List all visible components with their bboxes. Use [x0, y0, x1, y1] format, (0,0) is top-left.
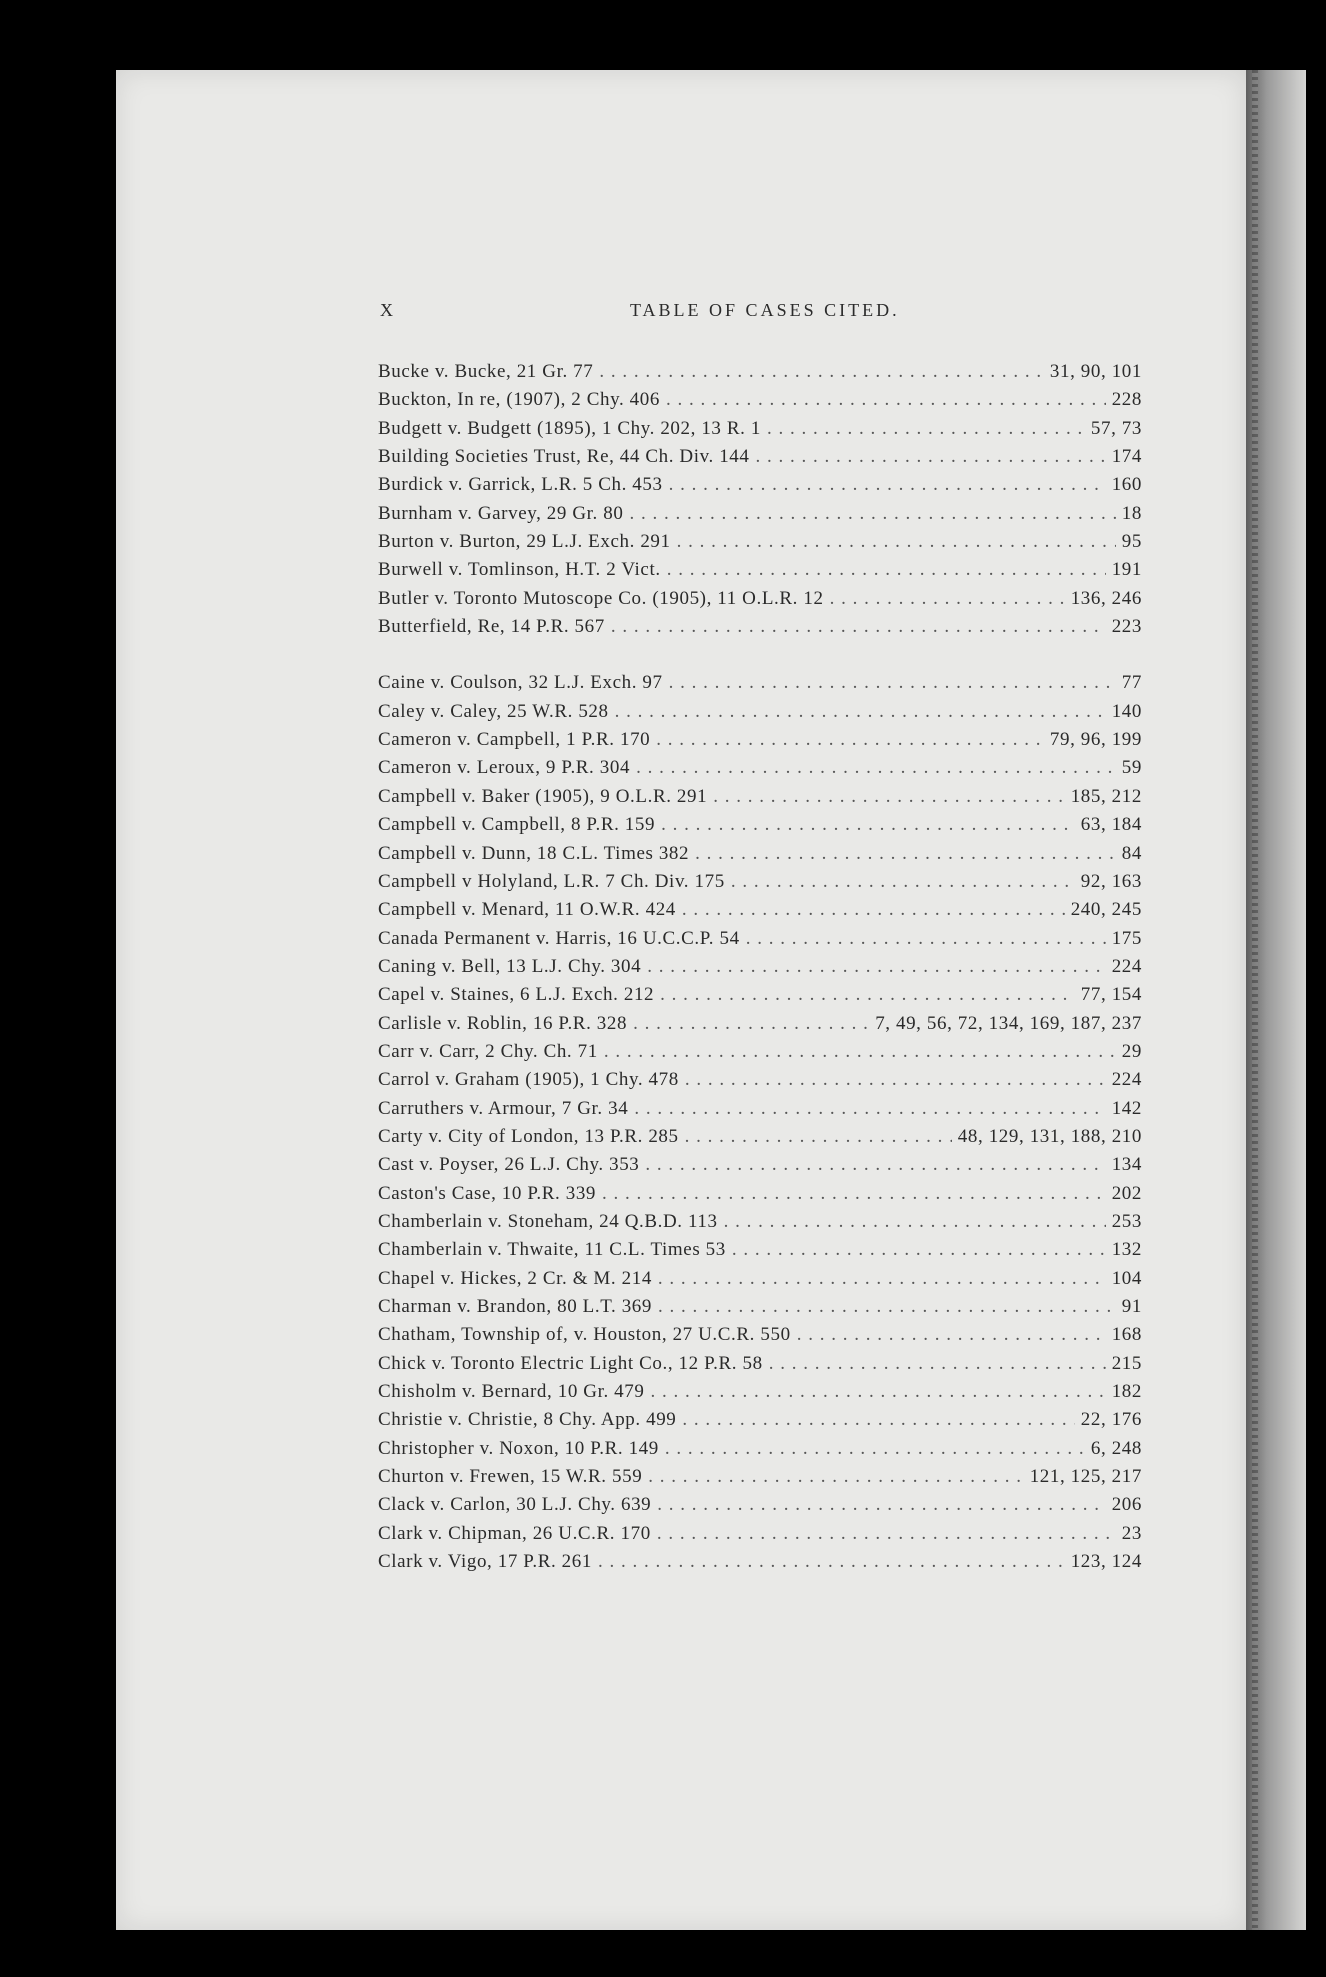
- case-entry: [378, 1435, 1142, 1463]
- dot-leader: [669, 669, 1116, 697]
- case-entry: [378, 358, 1142, 386]
- case-citation: Canada Permanent v. Harris, 16 U.C.C.P. 54: [378, 927, 740, 949]
- page-references: 168: [1111, 1324, 1142, 1346]
- page-references: 23: [1121, 1522, 1142, 1544]
- cases-table: [378, 358, 1142, 1576]
- dot-leader: [695, 840, 1116, 868]
- page-references: 142: [1111, 1097, 1142, 1119]
- page-references: 63, 184: [1080, 814, 1142, 836]
- page-references: 215: [1111, 1352, 1142, 1374]
- page-references: 132: [1111, 1239, 1142, 1261]
- case-entry: [378, 1548, 1142, 1576]
- case-citation: Burdick v. Garrick, L.R. 5 Ch. 453: [378, 474, 663, 496]
- case-entry: [378, 1350, 1142, 1378]
- page-title: TABLE OF CASES CITED.: [630, 300, 900, 320]
- case-entry: [378, 669, 1142, 697]
- page-references: 95: [1121, 531, 1142, 553]
- case-citation: Cameron v. Leroux, 9 P.R. 304: [378, 757, 631, 779]
- page-references: 191: [1111, 559, 1142, 581]
- page-references: 6, 248: [1090, 1437, 1142, 1459]
- case-citation: Caine v. Coulson, 32 L.J. Exch. 97: [378, 672, 663, 694]
- case-citation: Clark v. Chipman, 26 U.C.R. 170: [378, 1522, 651, 1544]
- dot-leader: [634, 1095, 1105, 1123]
- case-citation: Butterfield, Re, 14 P.R. 567: [378, 616, 605, 638]
- page-references: 228: [1111, 389, 1142, 411]
- case-citation: Cast v. Poyser, 26 L.J. Chy. 353: [378, 1154, 640, 1176]
- page-references: 174: [1111, 446, 1142, 468]
- running-head: [380, 300, 1140, 322]
- case-entry: [378, 1236, 1142, 1264]
- dot-leader: [677, 528, 1116, 556]
- case-entry: [378, 811, 1142, 839]
- case-entry: [378, 386, 1142, 414]
- case-entry: [378, 1520, 1142, 1548]
- dot-leader: [756, 443, 1106, 471]
- case-citation: Chick v. Toronto Electric Light Co., 12 P.R. 58: [378, 1352, 763, 1374]
- page-references: 57, 73: [1090, 417, 1142, 439]
- dot-leader: [647, 953, 1105, 981]
- case-citation: Capel v. Staines, 6 L.J. Exch. 212: [378, 984, 655, 1006]
- dot-leader: [658, 1265, 1106, 1293]
- page-references: 253: [1111, 1210, 1142, 1232]
- case-entry: [378, 840, 1142, 868]
- case-citation: Buckton, In re, (1907), 2 Chy. 406: [378, 389, 660, 411]
- case-group: [378, 358, 1142, 641]
- dot-leader: [724, 1208, 1106, 1236]
- dot-leader: [648, 1463, 1023, 1491]
- case-entry: [378, 471, 1142, 499]
- dot-leader: [669, 471, 1106, 499]
- case-citation: Burton v. Burton, 29 L.J. Exch. 291: [378, 531, 671, 553]
- case-citation: Burwell v. Tomlinson, H.T. 2 Vict.: [378, 559, 661, 581]
- case-entry: [378, 1378, 1142, 1406]
- case-entry: [378, 415, 1142, 443]
- case-citation: Campbell v. Baker (1905), 9 O.L.R. 291: [378, 785, 708, 807]
- page-references: 91: [1121, 1296, 1142, 1317]
- page-references: 121, 125, 217: [1029, 1466, 1142, 1488]
- case-entry: [378, 1095, 1142, 1123]
- dot-leader: [797, 1321, 1106, 1349]
- page-references: 79, 96, 199: [1049, 729, 1142, 751]
- page-references: 175: [1111, 927, 1142, 949]
- dot-leader: [658, 1293, 1116, 1321]
- case-entry: [378, 783, 1142, 811]
- case-entry: [378, 1208, 1142, 1236]
- case-citation: Butler v. Toronto Mutoscope Co. (1905), 11 O.L.R. 12: [378, 587, 824, 609]
- case-entry: [378, 1491, 1142, 1519]
- dot-leader: [650, 1378, 1105, 1406]
- case-citation: Charman v. Brandon, 80 L.T. 369: [378, 1296, 652, 1317]
- dot-leader: [731, 868, 1075, 896]
- page-references: 29: [1121, 1040, 1142, 1062]
- case-entry: [378, 1038, 1142, 1066]
- page-references: 206: [1111, 1494, 1142, 1516]
- page-references: 134: [1111, 1154, 1142, 1176]
- dot-leader: [629, 500, 1115, 528]
- case-entry: [378, 1066, 1142, 1094]
- page-references: 224: [1111, 955, 1142, 977]
- case-entry: [378, 726, 1142, 754]
- case-entry: [378, 1406, 1142, 1434]
- page-references: 160: [1111, 474, 1142, 496]
- page-references: 140: [1111, 700, 1142, 722]
- dot-leader: [746, 925, 1106, 953]
- case-citation: Building Societies Trust, Re, 44 Ch. Div. 144: [378, 446, 750, 468]
- case-citation: Churton v. Frewen, 15 W.R. 559: [378, 1466, 643, 1488]
- dot-leader: [713, 783, 1064, 811]
- case-entry: [378, 528, 1142, 556]
- case-citation: Caston's Case, 10 P.R. 339: [378, 1182, 597, 1204]
- case-entry: [378, 1463, 1142, 1491]
- dot-leader: [636, 754, 1116, 782]
- case-citation: Campbell v. Dunn, 18 C.L. Times 382: [378, 842, 690, 864]
- dot-leader: [656, 726, 1044, 754]
- page-references: 84: [1121, 842, 1142, 864]
- case-citation: Carr v. Carr, 2 Chy. Ch. 71: [378, 1040, 598, 1062]
- case-entry: [378, 1180, 1142, 1208]
- dot-leader: [657, 1520, 1116, 1548]
- dot-leader: [732, 1236, 1106, 1264]
- case-group: [378, 669, 1142, 1576]
- case-citation: Cameron v. Campbell, 1 P.R. 170: [378, 729, 651, 751]
- page-references: 77: [1121, 672, 1142, 694]
- case-citation: Carty v. City of London, 13 P.R. 285: [378, 1125, 679, 1147]
- case-entry: [378, 1010, 1142, 1038]
- case-citation: Chapel v. Hickes, 2 Cr. & M. 214: [378, 1267, 652, 1289]
- case-citation: Chatham, Township of, v. Houston, 27 U.C.R. 550: [378, 1324, 791, 1346]
- case-citation: Budgett v. Budgett (1895), 1 Chy. 202, 13 R. 1: [378, 417, 761, 439]
- page-references: 185, 212: [1070, 785, 1142, 807]
- case-entry: [378, 754, 1142, 782]
- case-entry: [378, 896, 1142, 924]
- page-references: 77, 154: [1080, 984, 1142, 1006]
- case-citation: Christopher v. Noxon, 10 P.R. 149: [378, 1437, 659, 1459]
- case-citation: Burnham v. Garvey, 29 Gr. 80: [378, 502, 624, 524]
- page-folio: X: [380, 300, 395, 320]
- page-references: 182: [1111, 1381, 1142, 1403]
- dot-leader: [666, 386, 1106, 414]
- case-citation: Christie v. Christie, 8 Chy. App. 499: [378, 1409, 677, 1431]
- case-citation: Campbell v. Campbell, 8 P.R. 159: [378, 814, 656, 836]
- page-references: 31, 90, 101: [1049, 361, 1142, 382]
- page-references: 223: [1111, 616, 1142, 638]
- case-citation: Carrol v. Graham (1905), 1 Chy. 478: [378, 1069, 679, 1091]
- dot-leader: [682, 1406, 1074, 1434]
- dot-leader: [611, 613, 1106, 641]
- case-citation: Caning v. Bell, 13 L.J. Chy. 304: [378, 955, 642, 977]
- dot-leader: [657, 1491, 1105, 1519]
- page-references: 240, 245: [1070, 899, 1142, 921]
- dot-leader: [660, 981, 1075, 1009]
- page-references: 202: [1111, 1182, 1142, 1204]
- page-references: 136, 246: [1070, 587, 1142, 609]
- dot-leader: [604, 1038, 1116, 1066]
- case-entry: [378, 1151, 1142, 1179]
- dot-leader: [598, 1548, 1065, 1576]
- case-entry: [378, 1293, 1142, 1321]
- page-references: 18: [1121, 502, 1142, 524]
- case-citation: Campbell v. Menard, 11 O.W.R. 424: [378, 899, 676, 921]
- case-citation: Chamberlain v. Thwaite, 11 C.L. Times 53: [378, 1239, 726, 1261]
- dot-leader: [602, 1180, 1106, 1208]
- dot-leader: [645, 1151, 1105, 1179]
- case-citation: Campbell v Holyland, L.R. 7 Ch. Div. 175: [378, 870, 725, 892]
- dot-leader: [767, 415, 1085, 443]
- dot-leader: [633, 1010, 869, 1038]
- case-citation: Caley v. Caley, 25 W.R. 528: [378, 700, 609, 722]
- page-references: 48, 129, 131, 188, 210: [957, 1125, 1142, 1147]
- case-entry: [378, 868, 1142, 896]
- dot-leader: [661, 811, 1075, 839]
- dot-leader: [615, 698, 1106, 726]
- case-citation: Bucke v. Bucke, 21 Gr. 77: [378, 361, 594, 382]
- case-citation: Chamberlain v. Stoneham, 24 Q.B.D. 113: [378, 1210, 718, 1232]
- case-entry: [378, 585, 1142, 613]
- dot-leader: [830, 585, 1065, 613]
- book-edge-shadow: [1246, 70, 1306, 1930]
- page-references: 104: [1111, 1267, 1142, 1289]
- case-citation: Carruthers v. Armour, 7 Gr. 34: [378, 1097, 629, 1119]
- dot-leader: [769, 1350, 1106, 1378]
- case-entry: [378, 556, 1142, 584]
- page-references: 59: [1121, 757, 1142, 779]
- dot-leader: [685, 1123, 952, 1151]
- case-entry: [378, 925, 1142, 953]
- page-references: 7, 49, 56, 72, 134, 169, 187, 237: [875, 1012, 1142, 1034]
- case-entry: [378, 981, 1142, 1009]
- case-citation: Carlisle v. Roblin, 16 P.R. 328: [378, 1012, 628, 1034]
- case-entry: [378, 1123, 1142, 1151]
- dot-leader: [682, 896, 1065, 924]
- dot-leader: [685, 1066, 1106, 1094]
- case-citation: Chisholm v. Bernard, 10 Gr. 479: [378, 1381, 645, 1403]
- dot-leader: [599, 358, 1044, 386]
- page-references: 22, 176: [1080, 1409, 1142, 1431]
- page-references: 123, 124: [1070, 1551, 1142, 1573]
- dot-leader: [667, 556, 1106, 584]
- page-references: 224: [1111, 1069, 1142, 1091]
- case-entry: [378, 1265, 1142, 1293]
- case-entry: [378, 698, 1142, 726]
- case-entry: [378, 443, 1142, 471]
- case-entry: [378, 953, 1142, 981]
- dot-leader: [665, 1435, 1085, 1463]
- case-entry: [378, 1321, 1142, 1349]
- page-references: 92, 163: [1080, 870, 1142, 892]
- case-citation: Clack v. Carlon, 30 L.J. Chy. 639: [378, 1494, 652, 1516]
- case-entry: [378, 613, 1142, 641]
- case-citation: Clark v. Vigo, 17 P.R. 261: [378, 1551, 592, 1573]
- case-entry: [378, 500, 1142, 528]
